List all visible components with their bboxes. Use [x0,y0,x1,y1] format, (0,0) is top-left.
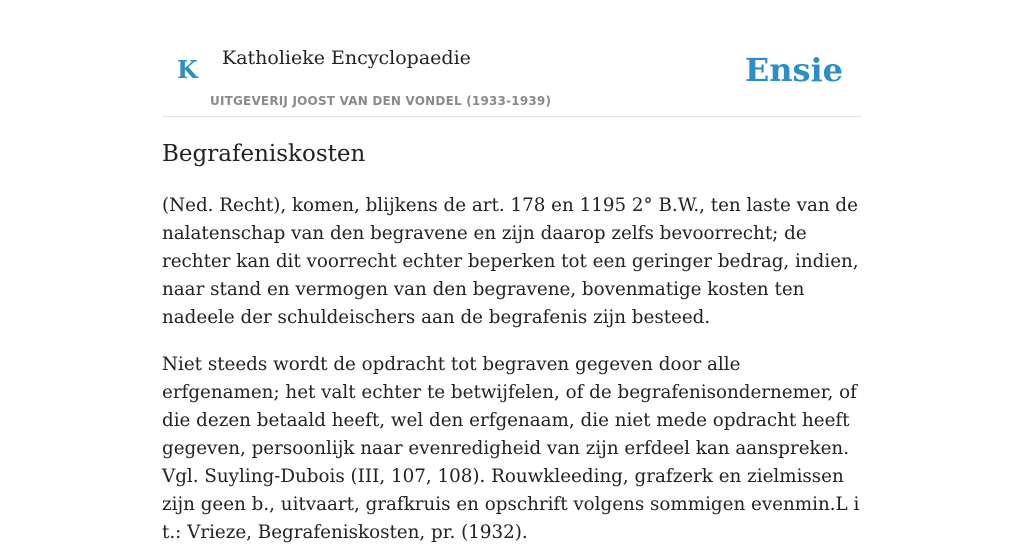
site-title[interactable]: Katholieke Encyclopaedie [222,47,471,69]
article-paragraph: (Ned. Recht), komen, blijkens de art. 178 en 1195 2° B.W., ten laste van de nalatenschap van den begravene en zijn daarop zelfs bevoorrecht; de rechter kan dit voorrecht echter beperken tot een geringer bedrag, indien, naar stand en vermogen van den begravene, bovenmatige kosten ten nadeele der schuldeischers aan de begrafenis zijn besteed. [162,195,859,328]
ensie-brand-logo[interactable]: Ensie [744,51,843,89]
article-title: Begrafeniskosten [162,141,366,167]
publisher-subtitle: UITGEVERIJ JOOST VAN DEN VONDEL (1933-1939) [210,94,552,108]
site-header [162,0,862,117]
article-paragraph: Niet steeds wordt de opdracht tot begraven gegeven door alle erfgenamen; het valt echter te betwijfelen, of de begrafenisondernemer, of die dezen betaald heeft, wel den erfgenaam, die niet mede opdracht heeft gegeven, persoonlijk naar evenredigheid van zijn erfdeel kan aanspreken. Vgl. Suyling-Dubois (III, 107, 108). Rouwkleeding, grafzerk en zielmissen zijn geen b., uitvaart, grafkruis en opschrift volgens sommigen evenmin.L i t.: Vrieze, Begrafeniskosten, pr. (1932). [162,354,860,543]
encyclopedia-logo[interactable]: K [177,55,198,84]
article [162,136,862,547]
